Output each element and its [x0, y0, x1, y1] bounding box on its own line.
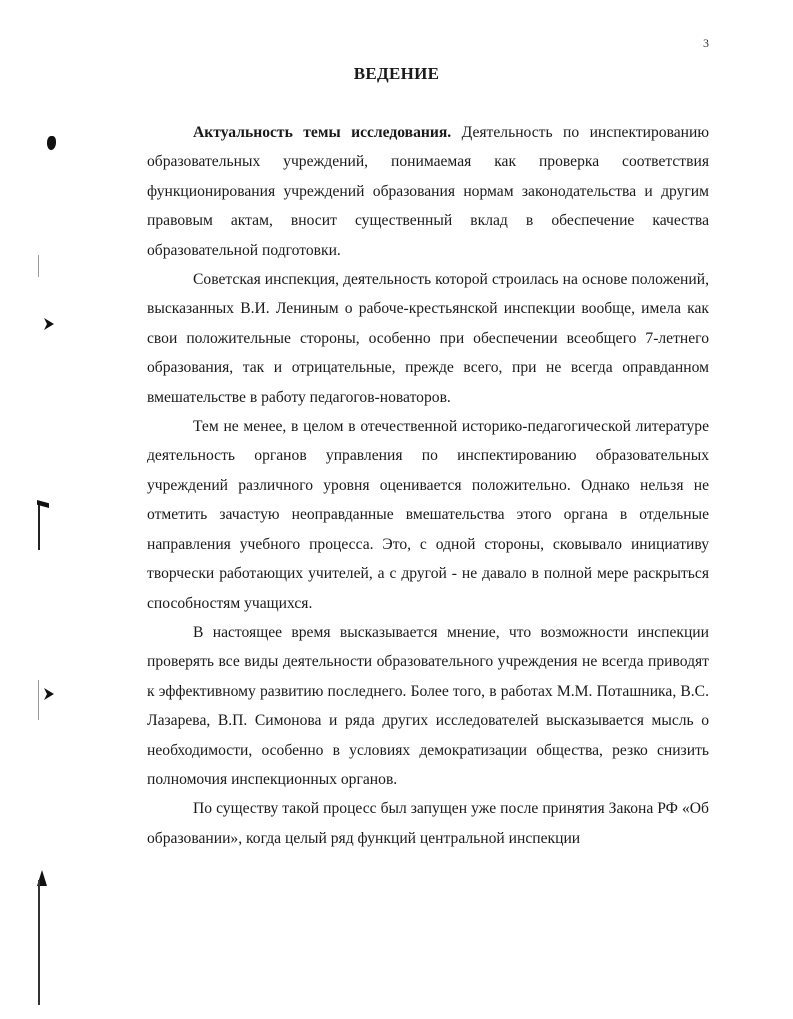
- paragraph-5: По существу такой процесс был запущен уже после принятия Закона РФ «Об образовании», когда целый ряд функций центральной инспекции: [147, 800, 709, 847]
- paragraph-text: Деятельность по инспектированию образовательных учреждений, понимаемая как проверка соответствия функционирования учреждений образования нормам законодательства и другим правовым актам, вносит существенный вклад в обеспечение качества образовательной подготовки.: [147, 124, 710, 259]
- scan-line-1: [38, 255, 39, 277]
- paragraph-3: Тем не менее, в целом в отечественной историко-педагогической литературе деятельность органов управления по инспектированию образовательных учреждений различного уровня оценивается положительно. Однако нельзя не отметить зачастую неоправданные вмешательства этого органа в отдельные направления учебного процесса. Это, с одной стороны, сковывало инициативу творчески работающих учителей, а с другой - не давало в полной мере раскрыться способностям учащихся.: [147, 418, 709, 612]
- scan-line-3: [38, 680, 39, 720]
- paragraph-2: Советская инспекция, деятельность которой строилась на основе положений, высказанных В.И. Лениным о рабоче-крестьянской инспекции вообще, имела как свои положительные стороны, особенно при обеспечении всеобщего 7-летнего образования, так и отрицательные, прежде всего, при не всегда оправданном вмешательстве в работу педагогов-новаторов.: [147, 271, 709, 406]
- page-number: 3: [703, 36, 709, 50]
- paragraph-4: В настоящее время высказывается мнение, что возможности инспекции проверять все виды деятельности образовательного учреждения не всегда приводят к эффективному развитию последнего. Более того, в работах М.М. Поташника, В.С. Лазарева, В.П. Симонова и ряда других исследователей высказывается мысль о необходимости, особенно в условиях демократизации общества, резко снизить полномочия инспекционных органов.: [147, 623, 709, 788]
- document-body: [147, 118, 709, 853]
- scan-line-4: [38, 880, 40, 1005]
- scan-mark-1: [47, 136, 56, 150]
- scan-mark-4: [44, 688, 54, 700]
- page-title: ВЕДЕНИЕ: [353, 64, 440, 83]
- scan-line-2: [38, 505, 40, 550]
- paragraph-lead: Актуальность темы исследования.: [193, 124, 452, 141]
- paragraph-1: [147, 118, 709, 265]
- scan-mark-2: [44, 318, 54, 330]
